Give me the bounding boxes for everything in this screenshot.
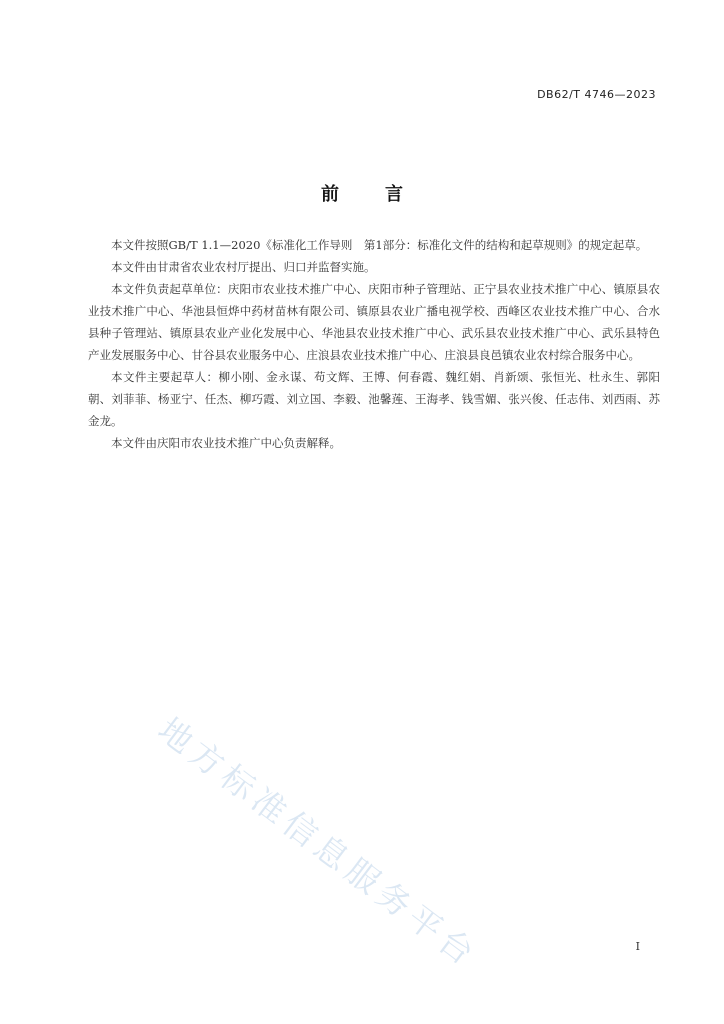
page-title: 前言 bbox=[321, 184, 449, 205]
foreword-body bbox=[88, 234, 660, 454]
paragraph-drafting-rules: 本文件按照GB/T 1.1—2020《标准化工作导则 第1部分：标准化文件的结构和起草规则》的规定起草。 bbox=[111, 238, 648, 252]
document-code: DB62/T 4746—2023 bbox=[537, 88, 656, 101]
page-number: I bbox=[635, 940, 640, 953]
watermark: 地方标准信息服务平台 bbox=[150, 709, 486, 976]
paragraph-proposer: 本文件由甘肃省农业农村厅提出、归口并监督实施。 bbox=[111, 260, 376, 274]
paragraph-drafters: 本文件主要起草人：柳小刚、金永谋、苟文辉、王博、何春霞、魏红娟、肖新颂、张恒光、杜永生、郭阳朝、刘菲菲、杨亚宁、任杰、柳巧霞、刘立国、李毅、池馨莲、王海孝、钱雪媚、张兴俊、任志伟、刘西雨、苏金龙。 bbox=[88, 370, 660, 428]
paragraph-drafting-units: 本文件负责起草单位：庆阳市农业技术推广中心、庆阳市种子管理站、正宁县农业技术推广中心、镇原县农业技术推广中心、华池县恒烨中药材苗林有限公司、镇原县农业广播电视学校、西峰区农业技术推广中心、合水县种子管理站、镇原县农业产业化发展中心、华池县农业技术推广中心、武乐县农业技术推广中心、武乐县特色产业发展服务中心、甘谷县农业服务中心、庄浪县农业技术推广中心、庄浪县良邑镇农业农村综合服务中心。 bbox=[88, 282, 660, 362]
paragraph-interpretation: 本文件由庆阳市农业技术推广中心负责解释。 bbox=[111, 436, 341, 450]
